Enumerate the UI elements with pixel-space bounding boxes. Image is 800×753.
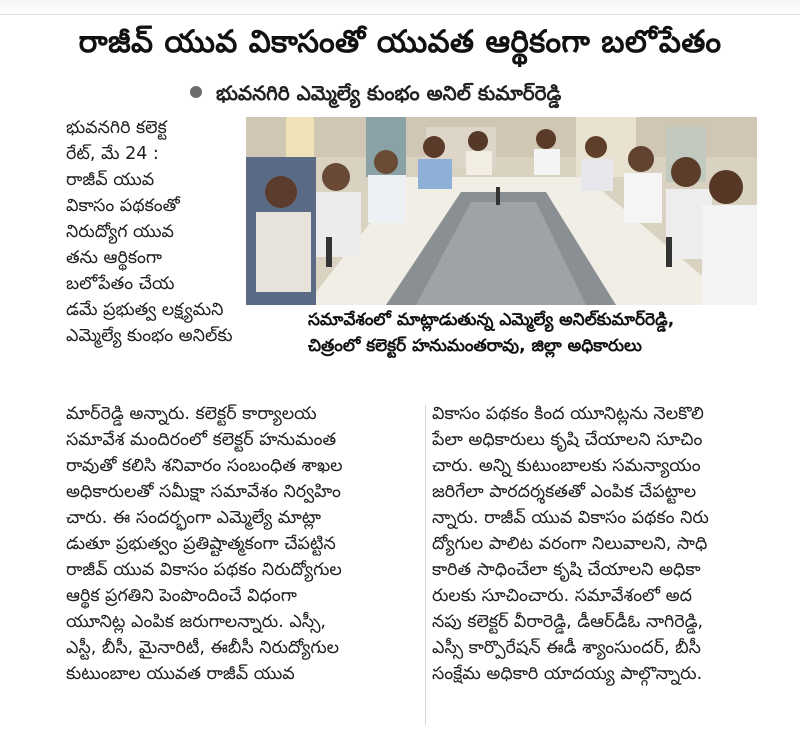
body-line: భువనగిరి కలెక్ట xyxy=(66,118,167,138)
body-line: వికాసం పథకంతో xyxy=(66,196,180,216)
body-line: అధికారులతో సమీక్షా సమావేశం నిర్వహిం xyxy=(66,482,341,502)
body-line: వికాసం పథకం కింద యూనిట్లను నెలకొలి xyxy=(432,404,704,424)
body-line: రాజీవ్ యువ xyxy=(66,170,155,190)
body-line: కారిత సాధించేలా కృషి చేయాలని అధికా xyxy=(432,560,701,580)
body-line: యూనిట్ల ఎంపిక జరుగాలన్నారు. ఎస్సీ, xyxy=(66,612,326,632)
subheadline xyxy=(190,80,750,106)
previous-article-strip xyxy=(0,0,800,15)
body-line: నిరుద్యోగ యువ xyxy=(66,222,174,242)
body-line: డమే ప్రభుత్వ లక్ష్యమని xyxy=(66,300,224,320)
body-line: చారు. అన్ని కుటుంబాలకు సమన్యాయం xyxy=(432,456,701,476)
body-line: రావుతో కలిసి శనివారం సంబంధిత శాఖల xyxy=(66,456,343,476)
meeting-photo-illustration xyxy=(246,117,757,305)
body-line: జరిగేలా పారదర్శకతతో ఎంపిక చేపట్టాల xyxy=(432,482,697,502)
body-line: రాజీవ్ యువ వికాసం పథకం నిరుద్యోగుల xyxy=(66,560,342,580)
body-line: కుటుంబాల యువత రాజీవ్ యువ xyxy=(66,664,295,684)
body-line: ఎస్సీ కార్పొరేషన్ ఈడీ శ్యాంసుందర్, బీసీ xyxy=(432,638,701,658)
body-line: సమావేశ మందిరంలో కలెక్టర్ హనుమంత xyxy=(66,430,337,450)
caption-line: చిత్రంలో కలెక్టర్ హనుమంతరావు, జిల్లా అధికారులు xyxy=(308,336,642,356)
body-line: రేట్, మే 24 : xyxy=(66,144,159,164)
body-line: నపు కలెక్టర్ వీరారెడ్డి, డీఆర్‌డీఓ నాగిరెడ్డి, xyxy=(432,612,704,632)
body-column-left xyxy=(66,401,420,687)
body-line: ఎమ్మెల్యే కుంభం అనిల్‌కు xyxy=(66,326,233,346)
body-line: ఆర్థిక ప్రగతిని పెంపొందించే విధంగా xyxy=(66,586,297,606)
body-line: పేలా అధికారులు కృషి చేయాలని సూచిం xyxy=(432,430,703,450)
body-column-left-narrow xyxy=(66,115,238,349)
bullet-icon xyxy=(190,86,202,98)
body-line: మార్‌రెడ్డి అన్నారు. కలెక్టర్ కార్యాలయ xyxy=(66,404,317,424)
headline: రాజీవ్ యువ వికాసంతో యువత ఆర్థికంగా బలోపేతం xyxy=(78,24,722,60)
body-line: రులకు సూచించారు. సమావేశంలో అద xyxy=(432,586,692,606)
caption-line: సమావేశంలో మాట్లాడుతున్న ఎమ్మెల్యే అనిల్‌కుమార్‌రెడ్డి, xyxy=(308,310,675,330)
meeting-photo xyxy=(246,117,757,305)
body-line: చారు. ఈ సందర్భంగా ఎమ్మెల్యే మాట్లా xyxy=(66,508,321,528)
body-column-right xyxy=(432,401,760,687)
body-line: ఎస్టీ, బీసీ, మైనారిటీ, ఈబీసీ నిరుద్యోగుల xyxy=(66,638,340,658)
body-line: న్నారు. రాజీవ్ యువ వికాసం పథకం నిరు xyxy=(432,508,709,528)
body-line: బలోపేతం చేయ xyxy=(66,274,175,294)
photo-caption xyxy=(246,307,757,359)
subheadline-text: భువనగిరి ఎమ్మెల్యే కుంభం అనిల్ కుమార్‌రెడ్డి xyxy=(216,81,562,105)
body-line: సంక్షేమ అధికారి యాదయ్య పాల్గొన్నారు. xyxy=(432,664,703,684)
body-line: డుతూ ప్రభుత్వం ప్రతిష్టాత్మకంగా చేపట్టిన xyxy=(66,534,336,554)
body-line: తను ఆర్థికంగా xyxy=(66,248,162,268)
body-line: ద్యోగుల పాలిట వరంగా నిలువాలని, సాధి xyxy=(432,534,708,554)
column-divider xyxy=(425,405,426,725)
